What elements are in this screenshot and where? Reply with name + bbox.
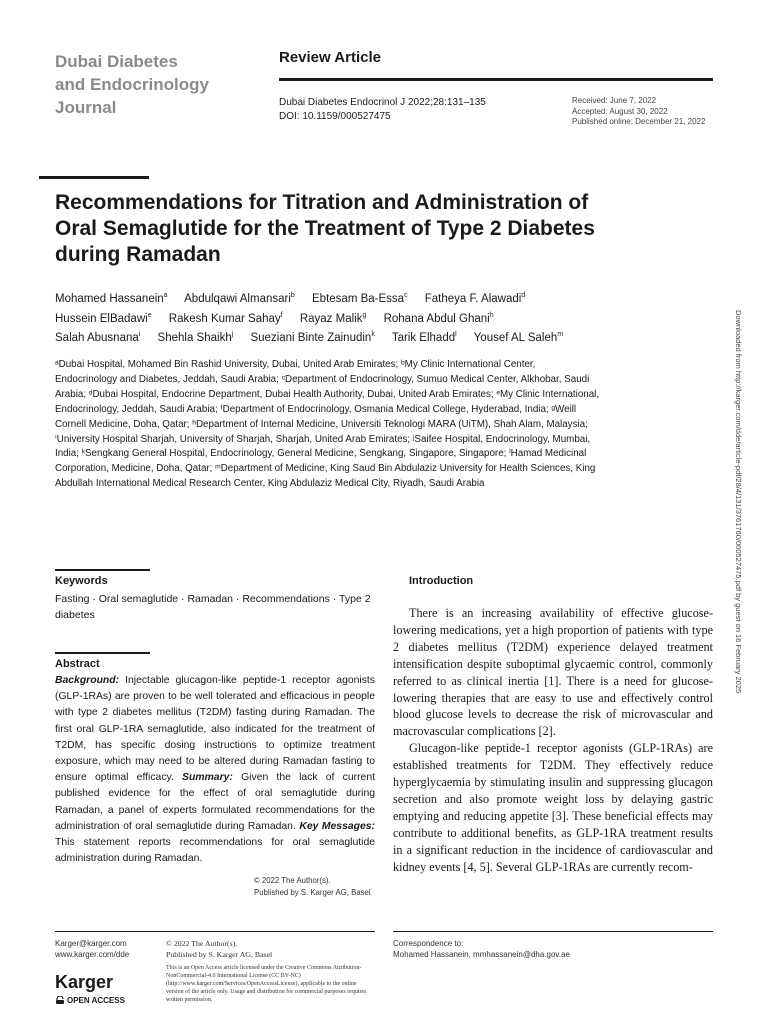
footer-copyright-line: Published by S. Karger AG, Basel — [166, 950, 273, 959]
keywords-rule — [55, 569, 150, 571]
keywords-heading: Keywords — [55, 575, 108, 587]
author-affiliation-mark: j — [231, 331, 234, 339]
author — [55, 293, 168, 305]
author-name: Sueziani Binte Zainudin — [250, 332, 372, 344]
author — [425, 293, 525, 305]
author-affiliation-mark: g — [362, 311, 367, 319]
author — [169, 313, 283, 325]
journal-name-line: Dubai Diabetes — [55, 52, 178, 71]
abstract-heading: Abstract — [55, 658, 100, 670]
doi-link[interactable]: DOI: 10.1159/000527475 — [279, 111, 391, 122]
introduction-body — [393, 605, 713, 876]
download-note-text: Downloaded from http://karger.com/dde/article-pdf/28/4/131/3761760/000527475.pdf by guest on 16 February 2025 — [734, 310, 743, 694]
author — [55, 332, 140, 344]
introduction-paragraph: Glucagon-like peptide-1 receptor agonists (GLP-1RAs) are established treatments for T2DM. They effectively reduce hyperglycaemia by stimulating insulin and suppressing glucagon secretion and also promote weight loss by delaying gastric emptying and reducing appetite [3]. These beneficial effects may contribute to additional benefits, as GLP-1RA treatment results in a significant reduction in the incidence of cardiovascular and kidney events [4, 5]. Several GLP-1RAs are currently recom- — [393, 741, 713, 874]
published-date: Published online: December 21, 2022 — [572, 117, 706, 126]
abstract-copyright — [254, 875, 371, 899]
footer-rule — [393, 931, 713, 932]
author — [384, 313, 494, 325]
open-access-label: OPEN ACCESS — [67, 996, 125, 1005]
license-text: This is an Open Access article licensed under the Creative Commons Attribution-NonCommercial-4.0 International License (CC BY-NC) (http://www.karger.com/Services/OpenAccessLicense), applicable to the online version of the article only. Usage and distribution for commercial purposes requires written permission. — [166, 965, 367, 1003]
abstract-background-label: Background: — [55, 675, 120, 686]
author-affiliation-mark: c — [404, 292, 408, 300]
dates-block — [572, 96, 705, 128]
author-affiliation-mark: i — [138, 331, 141, 339]
license-block — [166, 938, 371, 1004]
abstract-body — [55, 673, 375, 867]
author-affiliation-mark: a — [163, 292, 168, 300]
author-affiliation-mark: f — [280, 311, 283, 319]
correspondence — [393, 938, 570, 960]
author-line — [55, 290, 615, 310]
header-rule — [279, 78, 713, 81]
accepted-date: Accepted: August 30, 2022 — [572, 106, 668, 116]
keywords-list: Fasting · Oral semaglutide · Ramadan · Recommendations · Type 2 diabetes — [55, 593, 371, 621]
author-name: Tarik Elhadd — [391, 332, 456, 344]
author-affiliation-mark: d — [521, 292, 526, 300]
author-name: Ebtesam Ba-Essa — [312, 293, 405, 305]
correspondence-contact: Mohamed Hassanein, mmhassanein@dha.gov.ae — [393, 950, 570, 959]
footer-copyright-line: © 2022 The Author(s). — [166, 939, 238, 948]
author-name: Mohamed Hassanein — [55, 293, 164, 305]
introduction-heading: Introduction — [409, 575, 474, 587]
author — [250, 332, 374, 344]
abstract-background-text: Injectable glucagon-like peptide-1 receptor agonists (GLP-1RAs) are proven to be well tolerated and efficacious in people with type 2 diabetes mellitus (T2DM) fasting during Ramadan. The first oral GLP-1RA semaglutide, also indicated for the treatment of T2DM, has specific dosing instructions to optimize treatment exposure, which may need to be altered during Ramadan fasting to ensure optimal efficacy. — [55, 675, 375, 784]
author-affiliation-mark: h — [489, 311, 494, 319]
author-name: Fatheya F. Alawadi — [424, 293, 522, 305]
article-title: Recommendations for Titration and Administration of Oral Semaglutide for the Treatment of Type 2 Diabetes during Ramadan — [55, 191, 595, 266]
article-type: Review Article — [279, 49, 381, 66]
author — [184, 293, 295, 305]
author-affiliation-mark: k — [371, 331, 375, 339]
download-note — [733, 310, 745, 750]
author — [55, 313, 152, 325]
footer-rule — [55, 931, 375, 932]
karger-logo: Karger — [55, 972, 114, 992]
author-name: Yousef AL Saleh — [473, 332, 558, 344]
journal-name-line: and Endocrinology — [55, 75, 209, 94]
author — [312, 293, 408, 305]
author-list — [55, 290, 615, 349]
author-affiliation-mark: m — [557, 331, 564, 339]
correspondence-label: Correspondence to: — [393, 939, 464, 948]
author-name: Salah Abusnana — [55, 332, 139, 344]
author — [392, 332, 457, 344]
author — [158, 332, 234, 344]
author-affiliation-mark: e — [147, 311, 152, 319]
abstract-summary-label: Summary: — [182, 772, 233, 784]
author-name: Hussein ElBadawi — [55, 312, 148, 325]
title-rule — [39, 176, 149, 179]
affiliations: ᵃDubai Hospital, Mohamed Bin Rashid University, Dubai, United Arab Emirates; ᵇMy Clinic International Center, Endocrinology and Diabetes, Jeddah, Saudi Arabia; ᶜDepartment of Endocrinology, Sumuo Medical Center, Alkhobar, Saudi Arabia; ᵈDubai Hospital, Endocrine Department, Dubai Health Authority, Dubai, United Arab Emirates; ᵉMy Clinic International, Endocrinology, Jeddah, Saudi Arabia; ᶠDepartment of Endocrinology, Osmania Medical College, Hyderabad, India; ᵍWeill Cornell Medicine, Doha, Qatar; ʰDepartment of Internal Medicine, Universiti Teknologi MARA (UiTM), Shah Alam, Malaysia; ⁱUniversity Hospital Sharjah, University of Sharjah, Sharjah, United Arab Emirates; ʲSaifee Hospital, Endocrinology, Mumbai, India; ᵏSengkang General Hospital, Endocrinology, General Medicine, Sengkang, Singapore, Singapore; ˡHamad Medicinal Corporation, Medicine, Doha, Qatar; ᵐDepartment of Medicine, King Saud Bin Abdulaziz University for Health Sciences, King Abdullah International Medical Research Center, King Abdulaziz Medical City, Riyadh, Saudi Arabia — [55, 359, 600, 490]
journal-name — [55, 50, 255, 119]
publisher-website-link[interactable]: www.karger.com/dde — [55, 950, 130, 959]
introduction-paragraph: There is an increasing availability of effective glucose-lowering medications, yet a high proportion of patients with type 2 diabetes mellitus (T2DM) experience delayed treatment intensification despite suboptimal glycaemic control, commonly referred to as clinical inertia [1]. There is a need for glucose-lowering therapies that are easy to use and effectively control blood glucose levels to decrease the risk of microvascular and macrovascular complications [2]. — [393, 606, 713, 739]
citation: Dubai Diabetes Endocrinol J 2022;28:131–135 — [279, 97, 486, 108]
author — [300, 313, 367, 325]
abstract-summary-text: Given the lack of current published evidence for the effect of oral semaglutide during Ramadan, a panel of experts formulated recommendations for the administration of oral semaglutide during Ramadan. — [55, 772, 375, 832]
author-name: Shehla Shaikh — [157, 332, 232, 344]
publisher-email-link[interactable]: Karger@karger.com — [55, 939, 127, 948]
publisher-contact — [55, 938, 129, 960]
abstract-key-messages-text: This statement reports recommendations for oral semaglutide administration during Ramadan. — [55, 837, 375, 865]
author — [474, 332, 563, 344]
author-affiliation-mark: l — [455, 331, 457, 339]
abstract-copyright-line: © 2022 The Author(s). — [254, 876, 331, 885]
abstract-rule — [55, 652, 150, 654]
author-name: Rakesh Kumar Sahay — [168, 312, 281, 325]
author-line — [55, 329, 615, 349]
received-date: Received: June 7, 2022 — [572, 96, 657, 105]
author-line — [55, 310, 615, 330]
citation-block — [279, 96, 486, 124]
author-name: Rohana Abdul Ghani — [383, 312, 490, 325]
author-name: Rayaz Malik — [299, 312, 363, 325]
open-access-lock-icon — [55, 996, 65, 1004]
journal-name-line: Journal — [55, 98, 117, 117]
abstract-key-messages-label: Key Messages: — [299, 820, 375, 832]
abstract-copyright-line: Published by S. Karger AG, Basel — [254, 888, 371, 897]
author-affiliation-mark: b — [290, 292, 295, 300]
author-name: Abdulqawi Almansari — [184, 293, 291, 305]
